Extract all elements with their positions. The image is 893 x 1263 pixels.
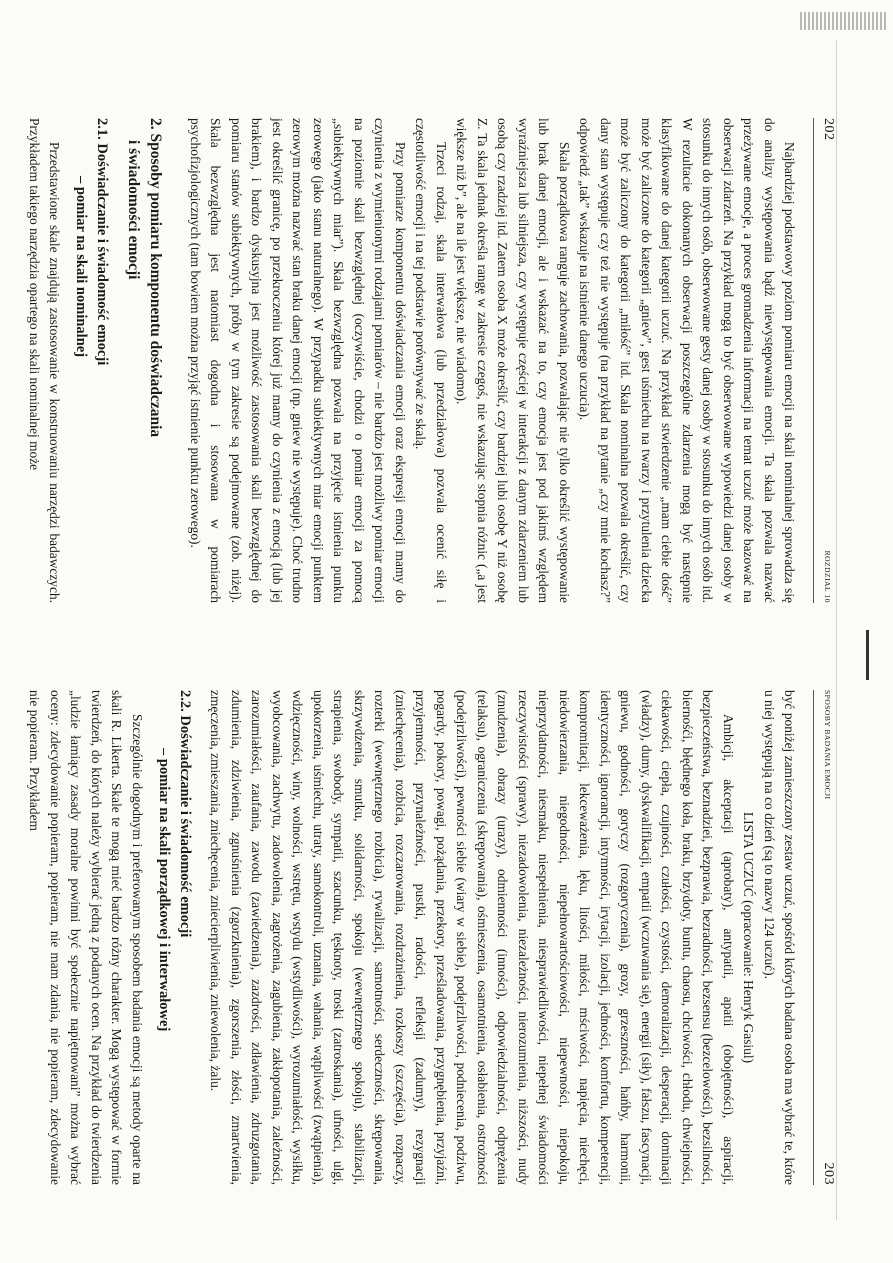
paragraph-nominal: Najbardziej podstawowy poziom pomiaru emocji na skali nominalnej sprowadza się do analizy występowania bądź niewystępowania emocji. Ta skala pozwala nazwać przeżywane emocje, a proces gromadzenia informacji na temat uczuć może bazować na obserwacji zdarzeń. Na przykład mogą to być obserwowane wypowiedzi danej osoby w stosunku do innych osób, obserwowane gesty danej osoby w stosunku do innych osób itd. W rezultacie dokonanych obserwacji poszczególne zdarzenia mogą być następnie klasyfikowane do danej kategorii uczuć. Na przykład stwierdzenie „mam ciebie dość” może być zaliczone do kategorii „gniew”, gest uśmiechu na twarzy i przytulenia dziecka może być zaliczony do kategorii „miłość” itd. Skala nominalna pozwala określić, czy dany stan występuje czy też nie występuje (na przykład na pytanie „czy mnie kochasz?” odpowiedź „tak” wskazuje na istnienie danego uczucia). xyxy=(577,118,798,603)
section-2-heading xyxy=(123,118,167,603)
running-head-text: ROZDZIAŁ 10 xyxy=(823,550,832,603)
section-2-2-heading-line1: 2.2. Doświadczanie i świadomość emocji xyxy=(177,690,193,938)
paragraph-ordinal: Skala porządkowa ranguje zachowania, pozwalając nie tylko określić występowanie lub brak danej emocji, ale i wskazać na to, czy emocja jest pod jakimś względem wyraźniejsza lub silniejsza, czy występuje częściej w interakcji z danym zdarzeniem lub osobą czy rzadziej itd. Zatem osoba X może określić, czy bardziej lubi osobę Y niż osobę Z. Ta skala jednak określa rangę w zakresie czegoś, nie wskazując stopnia różnic („a jest większe niż b”, ale na ile jest większe, nie wiadomo). xyxy=(454,118,572,603)
paragraph-intro: być poniżej zamieszczony zestaw uczuć, spośród których badana osoba ma wybrać te, które u niej występują na co dzień (są to nazwy 124 uczuć). xyxy=(762,690,798,1185)
section-2-1-heading xyxy=(71,118,113,603)
page-number: 203 xyxy=(821,1162,836,1185)
section-2-1-heading-line2: – pomiar na skali nominalnej xyxy=(73,176,90,358)
paragraph-likert: Szczególnie dogodnym i preferowanym sposobem badania emocji są metody oparte na skali R. Likerta. Skale te mogą mieć bardzo różny charakter. Mogą występować w formie twierdzeń, do których należy wybierać jedną z podanych ocen. Na przykład do twierdzenia „ludzie łamiący zasady moralne powinni być społecznie napiętnowani” można wybrać oceny: zdecydowanie popieram, popieram, nie mam zdania, nie popieram, zdecydowanie nie popieram. Przykładem xyxy=(27,690,145,1185)
section-2-heading-line1: 2. Sposoby pomiaru komponentu doświadczania xyxy=(147,118,165,438)
running-head-left xyxy=(814,118,839,603)
section-2-2-heading-line2: – pomiar na skali porządkowej i interwałowej xyxy=(156,748,172,1032)
list-title: LISTA UCZUĆ (opracowanie: Henryk Gasiul) xyxy=(741,811,757,1064)
spine-mark xyxy=(866,630,869,680)
running-head-right xyxy=(814,690,839,1185)
paragraph-tools: Przedstawione skale znajdują zastosowanie w konstruowaniu narzędzi badawczych. Przykładem takiego narzędzia opartego na skali nominalnej może xyxy=(27,118,63,603)
running-head-text: SPOSOBY BADANIA EMOCJI xyxy=(823,690,832,800)
section-2-heading-line2: i świadomości emocji xyxy=(125,140,143,280)
emotion-list: Ambicji, akceptacji (aprobaty), antypatii, apatii (obojętności), aspiracji, bezpieczeństwa, beznadziei, bezprawia, bezradności, bezsensu (bezcelowości), bezsilności, biernośći, błędnego koła, braku, brzydoty, buntu, chaosu, chciwości, chłodu, chwiejności, ciekawości, ciepła, czujności, czułości, czystości, demoralizacji, desperacji, dominacji (władzy), dumy, dyskwalifikacji, empatii (wczuwania się), energii (siły), fałszu, fascynacji, gniewu, godności, goryczy (rozgoryczenia), grozy, grzeszności, hańby, harmonii, identyczności, ignorancji, intymności, irytacji, izolacji, jedności, komfortu, kompetencji, kompromitacji, lekceważenia, lęku, litości, miłości, mściwości, napięcia, niechęci, niedowierzania, niegodności, niepełnowartościowości, niepewności, niepokoju, nieprzydatności, niesmaku, niespełnienia, niesprawiedliwości, niepełnej świadomości rzeczywistości (sprawy), niezadowolenia, niezależności, nierozumienia, niższości, nudy (znudzenia), obrazy (urazy), odmienności (inności), odpowiedzialności, odprężenia (relaksu), ograniczenia (skrępowania), ośmieszenia, osamotnienia, osłabienia, ostrożności (podejrzliwości), pewności siebie (wiary w siebie), podejrzliwości, podniecenia, podziwu, pogardy, pokory, powagi, pożądania, przekory, prześladowania, przygnębienia, przyjaźni, przyjemności, przynależności, pustki, radości, refleksji (zadumy), rezygnacji (zniechęcenia), rozbicia, rozczarowania, rozdrażnienia, rozkoszy (szczęścia), rozpaczy, rozterki (wewnętrznego rozbicia), rywalizacji, samotności, serdeczności, skrępowania, skrzywdzenia, smutku, solidarności, spokoju (wewnętrznego spokoju), stabilizacji, strapienia, swobody, sympatii, szacunku, tęsknoty, troski (zatroskania), ufności, ulgi, upokorzenia, uśmiechu, utraty, samokontroli, uznania, wahania, wątpliwości (zwątpienia), wdzięczności, winy, wolności, wstrętu, wstydu (wstydliwości), wyrozumiałości, wysiłku, wyobcowania, zachwytu, zadowolenia, zagrożenia, zagubienia, zakłopotania, zależności, zarozumiałości, zaufania, zawodu (zawiedzenia), zazdrości, zdławienia, zdruzgotania, zdumienia, zdziwienia, zgnuśnienia (zgorzknienia), zgorszenia, złości, zmartwienia, zmęczenia, zmieszania, zniechęcenia, zniecierpliwienia, zniewolenia, żalu. xyxy=(208,690,736,1185)
paragraph-absolute: Przy pomiarze komponentu doświadczania emocji oraz ekspresji emocji mamy do czynienia z wymienionymi rodzajami pomiarów – nie bardzo jest możliwy pomiar emocji na poziomie skali bezwzględnej (oczywiście, chodzi o pomiar emocji za pomocą „subiektywnych miar”). Skala bezwzględna pozwala na przyjęcie istnienia punktu zerowego (jako stanu naturalnego). W przypadku subiektywnych miar emocji punktem zerowym można nazwać stan braku danej emocji (np. gniew nie występuje). Choć trudno jest określić granicę, po przekroczeniu której już mamy do czynienia z emocją (lub jej brakiem), i bardzo dyskusyjna jest możliwość zastosowania skali bezwzględnej do pomiaru stanów subiektywnych, próby w tym zakresie są podejmowane (zob. niżej). Skala bezwzględna jest natomiast dogodna i stosowana w pomiarach psychofizjologicznych (tam bowiem można przyjąć istnienie punktu zerowego). xyxy=(188,118,408,603)
section-2-2-heading xyxy=(153,690,195,1185)
section-2-1-heading-line1: 2.1. Doświadczanie i świadomość emocji xyxy=(94,118,111,366)
scan-artifact xyxy=(800,12,886,30)
paragraph-interval: Trzeci rodzaj, skala interwałowa (lub przedziałowa) pozwala ocenić siłę i częstotliwość emocji i na tej podstawie porównywać ze skalą. xyxy=(413,118,449,603)
page-number: 202 xyxy=(821,118,836,141)
page-203 xyxy=(27,690,838,1185)
page-202 xyxy=(27,118,838,603)
